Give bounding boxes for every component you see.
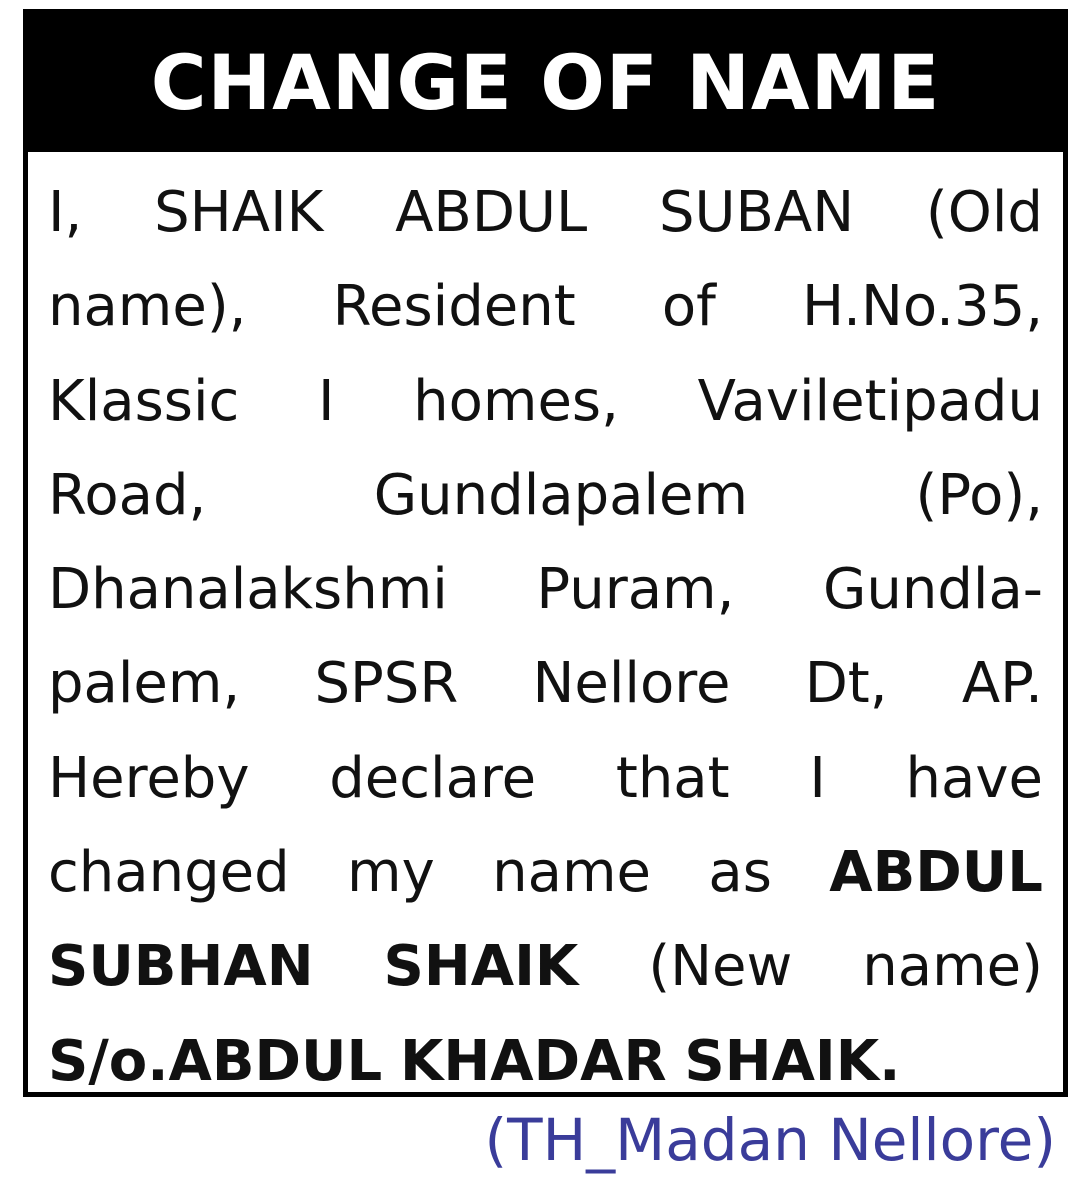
notice-line (48, 732, 1043, 826)
father-name-part: KHADAR (400, 1028, 667, 1094)
source-credit: (TH_Madan Nellore) (484, 1106, 1056, 1174)
notice-word: I, (48, 180, 83, 245)
notice-word: (New (648, 934, 793, 1000)
notice-word: H.No.35, (802, 274, 1043, 340)
notice-line (48, 543, 1043, 637)
notice-word: Road, (48, 462, 207, 528)
notice-line (48, 637, 1043, 731)
new-name-part: ABDUL (829, 840, 1043, 906)
notice-word: declare (329, 745, 537, 811)
notice-word: SUBAN (658, 180, 855, 245)
notice-word: SHAIK (154, 180, 324, 245)
notice-word: Gundla- (822, 557, 1043, 623)
notice-word: name) (862, 934, 1043, 1000)
notice-word: I (317, 368, 335, 434)
new-name-part: SHAIK (383, 934, 579, 1000)
notice-word: as (708, 840, 772, 906)
notice-word: Gundlapalem (373, 462, 749, 528)
notice-word: Dhanalakshmi (48, 557, 448, 623)
notice-word: of (661, 274, 716, 340)
notice-line (48, 920, 1043, 1014)
notice-word: AP. (961, 651, 1043, 717)
notice-word: Puram, (536, 557, 735, 623)
notice-word: I (809, 745, 826, 811)
notice-word: name (492, 840, 651, 906)
notice-word: Vaviletipadu (697, 368, 1043, 434)
notice-word: Dt, (804, 651, 888, 717)
notice-word: ABDUL (395, 180, 588, 245)
notice-line (48, 449, 1043, 543)
notice-title: CHANGE OF NAME (28, 14, 1063, 152)
notice-word: have (905, 745, 1043, 811)
notice-line (48, 826, 1043, 920)
father-name-part: S/o.ABDUL (48, 1028, 383, 1094)
notice-body (48, 166, 1043, 1109)
notice-word: palem, (48, 651, 241, 717)
notice-word: (Po), (915, 462, 1043, 528)
notice-word: Nellore (532, 651, 731, 717)
notice-word: SPSR (314, 651, 459, 717)
notice-word: homes, (413, 368, 619, 434)
notice-word: that (615, 745, 730, 811)
notice-word: changed (48, 840, 290, 906)
notice-word: Hereby (48, 745, 250, 811)
new-name-part: SUBHAN (48, 934, 314, 1000)
notice-line (48, 355, 1043, 449)
notice-word: Resident (332, 274, 576, 340)
notice-line (48, 1015, 1043, 1109)
father-name-part: SHAIK. (684, 1028, 901, 1094)
name-change-notice (23, 9, 1068, 1097)
notice-line (48, 260, 1043, 354)
notice-word: name), (48, 274, 247, 340)
notice-word: (Old (925, 180, 1043, 245)
notice-word: Klassic (48, 368, 240, 434)
notice-word: my (347, 840, 435, 906)
notice-line (48, 166, 1043, 260)
